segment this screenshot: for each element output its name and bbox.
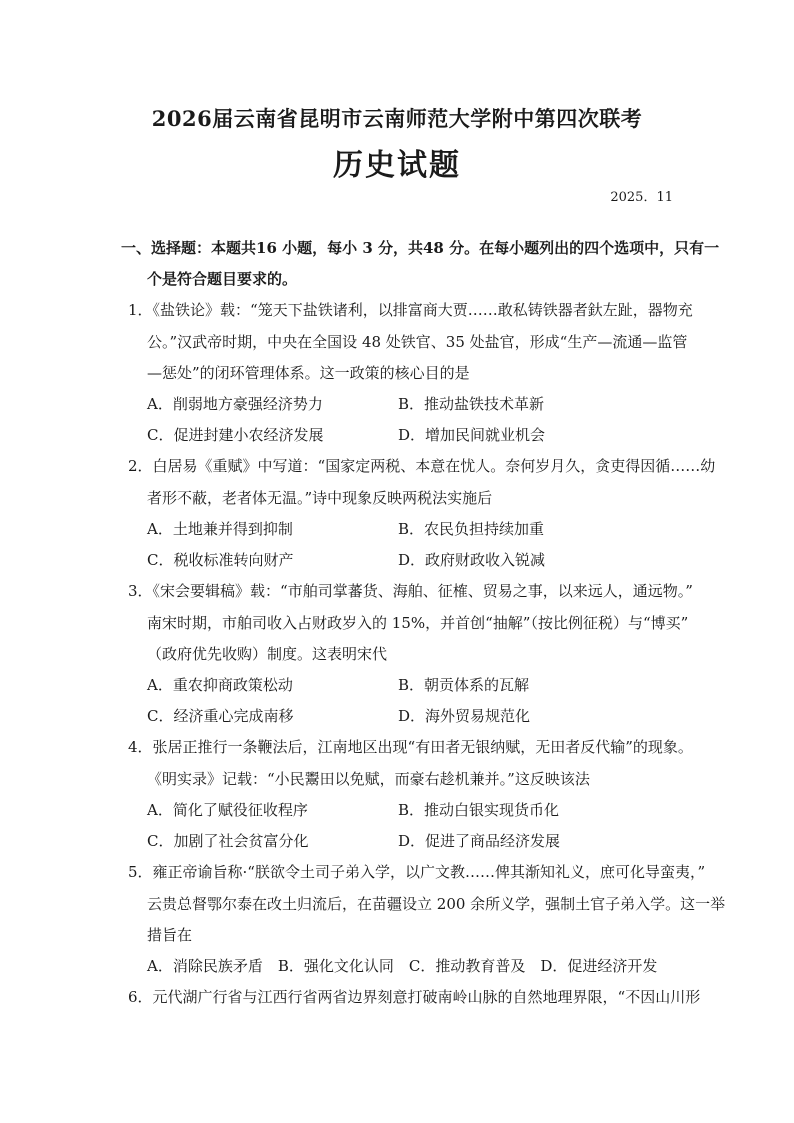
- q2-option-b: B．农民负担持续加重: [398, 520, 545, 538]
- q3-option-c: C．经济重心完成南移: [147, 707, 294, 725]
- q6-stem-line1: 6．元代湖广行省与江西行省两省边界刻意打破南岭山脉的自然地理界限，“不因山川形: [128, 988, 701, 1006]
- q1-option-d: D．增加民间就业机会: [398, 426, 546, 444]
- q3-option-b: B．朝贡体系的瓦解: [398, 676, 530, 694]
- q4-option-a: A．简化了赋役征收程序: [147, 801, 308, 819]
- exam-date: 2025．11: [610, 190, 673, 205]
- q2-option-d: D．政府财政收入锐减: [398, 551, 546, 569]
- exam-title: 2026届云南省昆明市云南师范大学附中第四次联考: [151, 106, 643, 131]
- q5-stem-line2: 云贵总督鄂尔泰在改土归流后，在苗疆设立 200 余所义学，强制土官子弟入学。这一举: [147, 895, 726, 913]
- q3-stem-line2: 南宋时期，市舶司收入占财政岁入的 15%，并首创“抽解”（按比例征税）与“博买”: [147, 614, 689, 632]
- q4-stem-line2: 《明实录》记载：“小民鬻田以免赋，而豪右趁机兼并。”这反映该法: [147, 770, 590, 788]
- q4-option-b: B．推动白银实现货币化: [398, 801, 560, 819]
- q1-stem-line2: 公。”汉武帝时期，中央在全国设 48 处铁官、35 处盐官，形成“生产—流通—监管: [147, 333, 688, 351]
- q2-stem-line1: 2．白居易《重赋》中写道：“国家定两税、本意在忧人。奈何岁月久，贪吏得因循……幼: [128, 457, 716, 475]
- q4-option-c: C．加剧了社会贫富分化: [147, 832, 309, 850]
- q1-option-a: A．削弱地方豪强经济势力: [147, 395, 323, 413]
- q3-stem-line3: （政府优先收购）制度。这表明宋代: [147, 645, 388, 663]
- q3-option-a: A．重农抑商政策松动: [147, 676, 293, 694]
- subject-title: 历史试题: [333, 148, 461, 183]
- q4-option-d: D．促进了商品经济发展: [398, 832, 561, 850]
- q1-stem-line1: 1．《盐铁论》载：“笼天下盐铁诸利，以排富商大贾……敢私铸铁器者釱左趾，器物充: [128, 301, 693, 319]
- q1-option-c: C．促进封建小农经济发展: [147, 426, 324, 444]
- q1-stem-line3: —惩处”的闭环管理体系。这一政策的核心目的是: [147, 364, 470, 382]
- q4-stem-line1: 4．张居正推行一条鞭法后，江南地区出现“有田者无银纳赋，无田者反代输”的现象。: [128, 738, 693, 756]
- q5-stem-line1: 5．雍正帝谕旨称·“朕欲令土司子弟入学，以广文教……俾其渐知礼义，庶可化导蛮夷，”: [128, 863, 706, 881]
- q5-options: A．消除民族矛盾 B．强化文化认同 C．推动教育普及 D．促进经济开发: [147, 957, 658, 975]
- q2-option-a: A．土地兼并得到抑制: [147, 520, 293, 538]
- section-heading-line1: 一、选择题：本题共16 小题，每小 3 分，共48 分。在每小题列出的四个选项中，只有一: [121, 239, 720, 257]
- q5-stem-line3: 措旨在: [147, 926, 193, 944]
- q2-option-c: C．税收标准转向财产: [147, 551, 294, 569]
- section-heading-line2: 个是符合题目要求的。: [147, 270, 298, 288]
- q3-option-d: D．海外贸易规范化: [398, 707, 531, 725]
- q3-stem-line1: 3．《宋会要辑稿》载：“市舶司掌蕃货、海舶、征榷、贸易之事，以来远人，通远物。”: [128, 582, 693, 600]
- q2-stem-line2: 者形不蔽，老者体无温。”诗中现象反映两税法实施后: [147, 489, 493, 507]
- q1-option-b: B．推动盐铁技术革新: [398, 395, 545, 413]
